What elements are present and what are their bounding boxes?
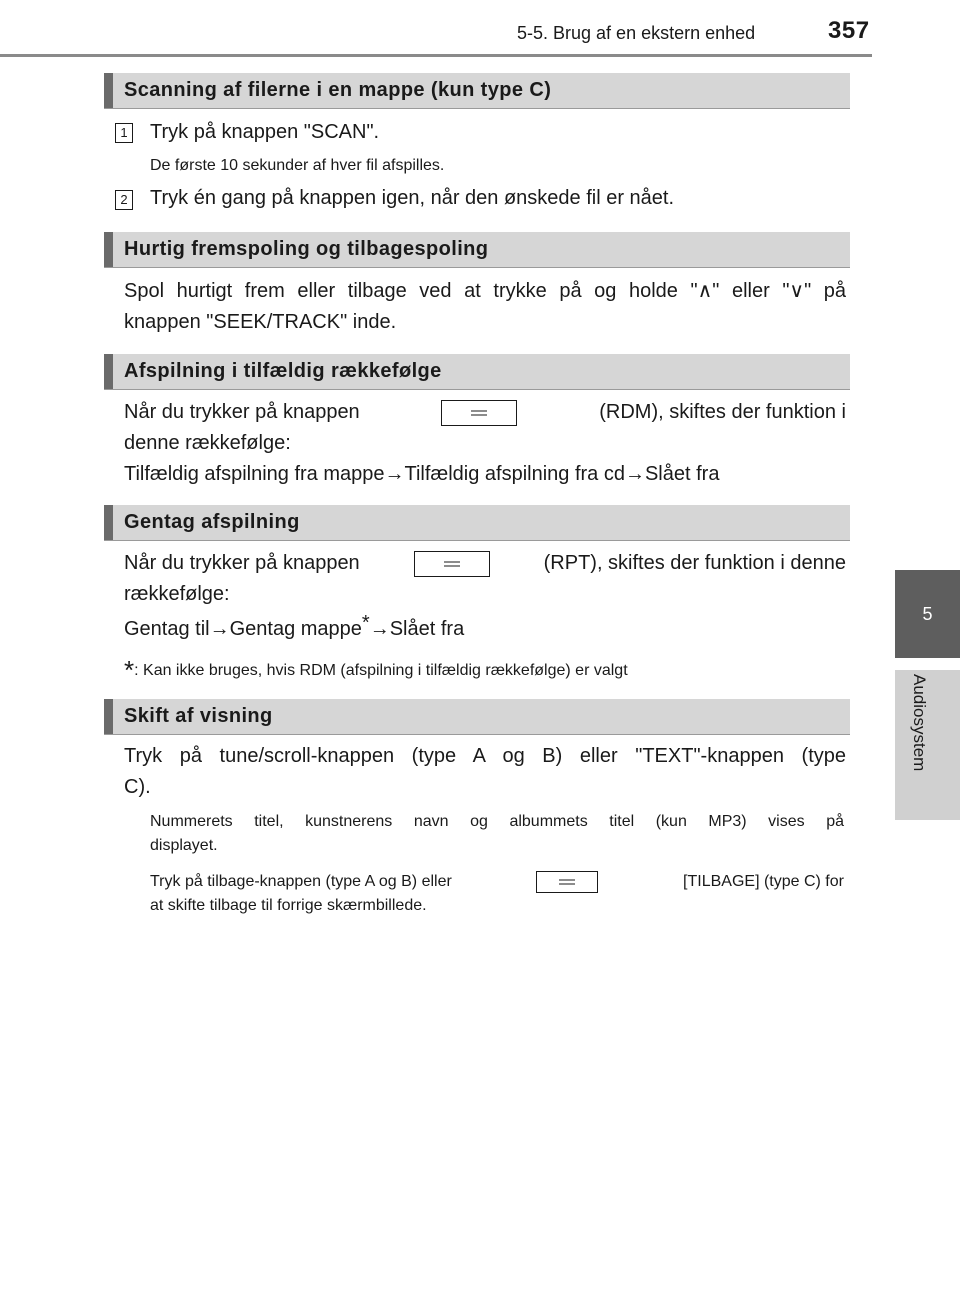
fastforward-line-1: Spol hurtigt frem eller tilbage ved at trykke på og holde "∧" eller "∨" på	[124, 280, 846, 302]
header-rule	[0, 54, 872, 57]
chapter-tab-number	[895, 570, 960, 658]
section-title-fastforward: Hurtig fremspoling og tilbagespoling	[124, 238, 489, 260]
display-note-2-line-2: at skifte tilbage til forrige skærmbillede.	[150, 897, 427, 914]
display-note-1-line-1: Nummerets titel, kunstnerens navn og albummets titel (kun MP3) vises på	[150, 813, 844, 830]
section-title-scan: Scanning af filerne i en mappe (kun type C)	[124, 79, 552, 101]
section-bar-random	[104, 354, 850, 390]
display-note-2a: Tryk på tilbage-knappen (type A og B) eller	[150, 873, 452, 890]
rdm-button-icon	[441, 400, 517, 426]
step-marker-2: 2	[115, 190, 133, 210]
random-line-1b: (RDM), skiftes der funktion i	[599, 401, 846, 423]
page-number: 357	[828, 17, 870, 44]
section-title-display: Skift af visning	[124, 705, 273, 727]
section-bar-display	[104, 699, 850, 735]
section-bar-repeat	[104, 505, 850, 541]
section-title-repeat: Gentag afspilning	[124, 511, 300, 533]
repeat-line-2: rækkefølge:	[124, 583, 230, 605]
step-marker-1: 1	[115, 123, 133, 143]
header-section-title: 5-5. Brug af en ekstern enhed	[517, 23, 756, 43]
footnote-star-mark: *	[124, 655, 135, 685]
repeat-line-3	[124, 614, 846, 645]
display-paragraph	[124, 741, 846, 803]
step-1-note: De første 10 sekunder af hver fil afspilles.	[150, 157, 445, 174]
chapter-number: 5	[922, 604, 933, 624]
rpt-button-icon	[414, 551, 490, 577]
section-title-random: Afspilning i tilfældig rækkefølge	[124, 360, 442, 382]
random-line-3: Tilfældig afspilning fra mappe→Tilfældig afspilning fra cd→Slået fra	[124, 463, 720, 485]
random-line-1a: Når du trykker på knappen	[124, 401, 360, 423]
repeat-line-3b: →Slået fra	[369, 618, 465, 640]
fastforward-line-2: knappen "SEEK/TRACK" inde.	[124, 311, 397, 333]
section-bar-fastforward	[104, 232, 850, 268]
footnote-text: : Kan ikke bruges, hvis RDM (afspilning i tilfældig rækkefølge) er valgt	[134, 662, 628, 679]
chapter-label: Audiosystem	[910, 674, 929, 772]
footnote-star: *	[361, 612, 370, 634]
section-bar-scan	[104, 73, 850, 109]
display-note-2b: [TILBAGE] (type C) for	[683, 873, 844, 890]
step-2-text: Tryk én gang på knappen igen, når den ønskede fil er nået.	[150, 187, 675, 209]
display-note-1-line-2: displayet.	[150, 837, 218, 854]
step-1-text: Tryk på knappen "SCAN".	[150, 121, 380, 143]
random-line-2: denne rækkefølge:	[124, 432, 291, 454]
repeat-line-1	[124, 548, 846, 579]
repeat-line-3a: Gentag til→Gentag mappe	[124, 618, 362, 640]
display-line-2: C).	[124, 776, 151, 798]
repeat-paragraph	[124, 548, 846, 645]
display-line-1: Tryk på tune/scroll-knappen (type A og B) eller "TEXT"-knappen (type	[124, 745, 846, 767]
repeat-line-1b: (RPT), skiftes der funktion i denne	[543, 552, 846, 574]
display-note-2-line-1	[150, 870, 844, 894]
display-note-2	[150, 870, 844, 918]
repeat-line-1a: Når du trykker på knappen	[124, 552, 360, 574]
back-button-icon	[536, 871, 598, 893]
fastforward-paragraph	[124, 276, 846, 338]
random-line-1	[124, 397, 846, 428]
repeat-footnote	[124, 655, 628, 686]
chapter-tab-label	[895, 670, 960, 820]
random-paragraph	[124, 397, 846, 490]
display-note-1	[150, 810, 844, 858]
